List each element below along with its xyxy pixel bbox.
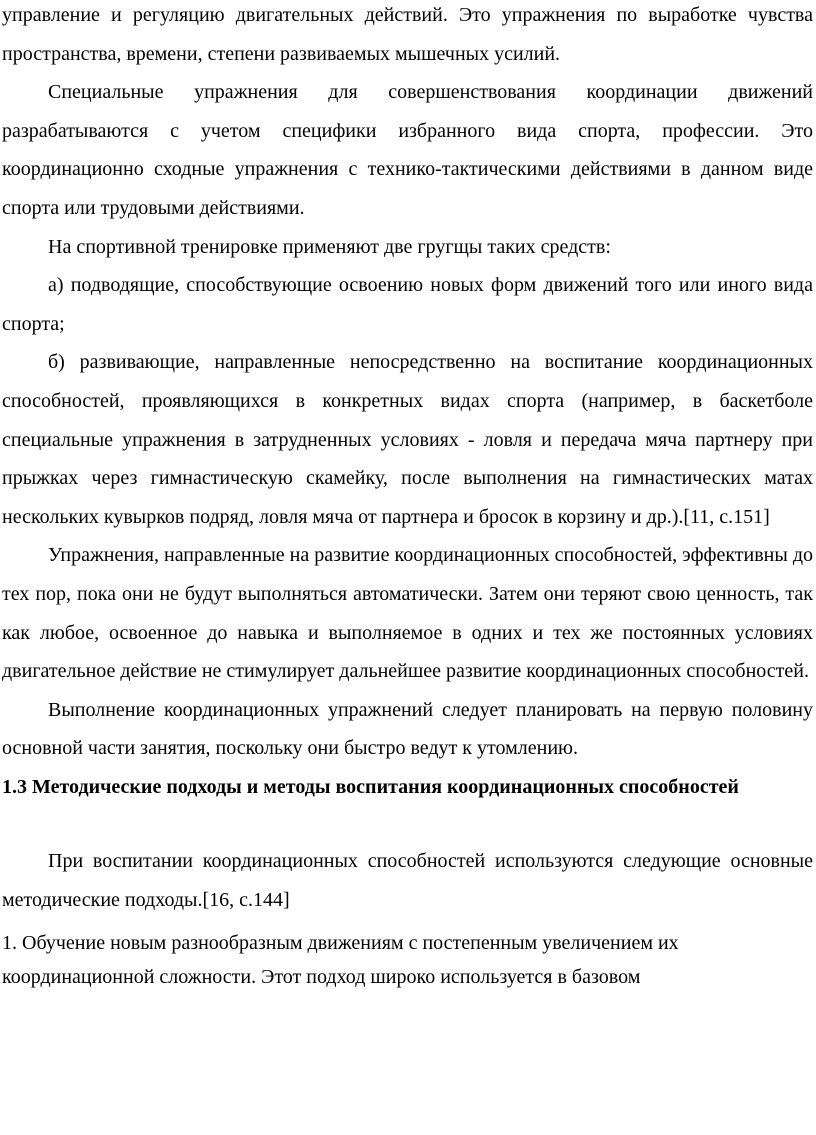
section-spacer (2, 806, 813, 842)
list-item-1: 1. Обучение новым разнообразным движениям с постепенным увеличением их координационной сложности. Этот подход широко используется в базовом (2, 931, 679, 988)
paragraph-continuation: управление и регуляцию двигательных действий. Это упражнения по выработке чувства пространства, времени, степени развиваемых мышечных усилий. (2, 4, 813, 65)
paragraph-effectiveness: Упражнения, направленные на развитие координационных способностей, эффективны до тех пор, пока они не будут выполняться автоматически. Затем они теряют свою ценность, так как любое, освоенное до навыка и выполняемое в одних и тех же постоянных условиях двигательное действие не стимулирует дальнейшее развитие координационных способностей. (2, 544, 813, 683)
paragraph-planning: Выполнение координационных упражнений следует планировать на первую половину основной части занятия, поскольку они быстро ведут к утомлению. (2, 698, 813, 760)
paragraph-item-a: а) подводящие, способствующие освоению новых форм движений того или иного вида спорта; (2, 274, 813, 335)
section-heading: 1.3 Методические подходы и методы воспитания координационных способностей (2, 775, 739, 798)
paragraph-special-exercises: Специальные упражнения для совершенствования координации движений разрабатываются с учетом специфики избранного вида спорта, профессии. Это координационно сходные упражнения с технико-тактическими действиями в данном виде спорта или трудовыми действиями. (2, 81, 813, 219)
paragraph-item-b: б) развивающие, направленные непосредственно на воспитание координационных способностей, проявляющихся в конкретных видах спорта (например, в баскетболе специальные упражнения в затрудненных условиях - ловля и передача мяча партнеру при прыжках через гимнастическую скамейку, после выполнения на гимнастических матах нескольких кувырков подряд, ловля мяча от партнера и бросок в корзину и др.).[11, с.151] (2, 351, 813, 528)
paragraph-two-groups: На спортивной тренировке применяют две гругщы таких средств: (48, 235, 611, 258)
paragraph-intro: При воспитании координационных способностей используются следующие основные методические подходы.[16, с.144] (2, 850, 813, 912)
